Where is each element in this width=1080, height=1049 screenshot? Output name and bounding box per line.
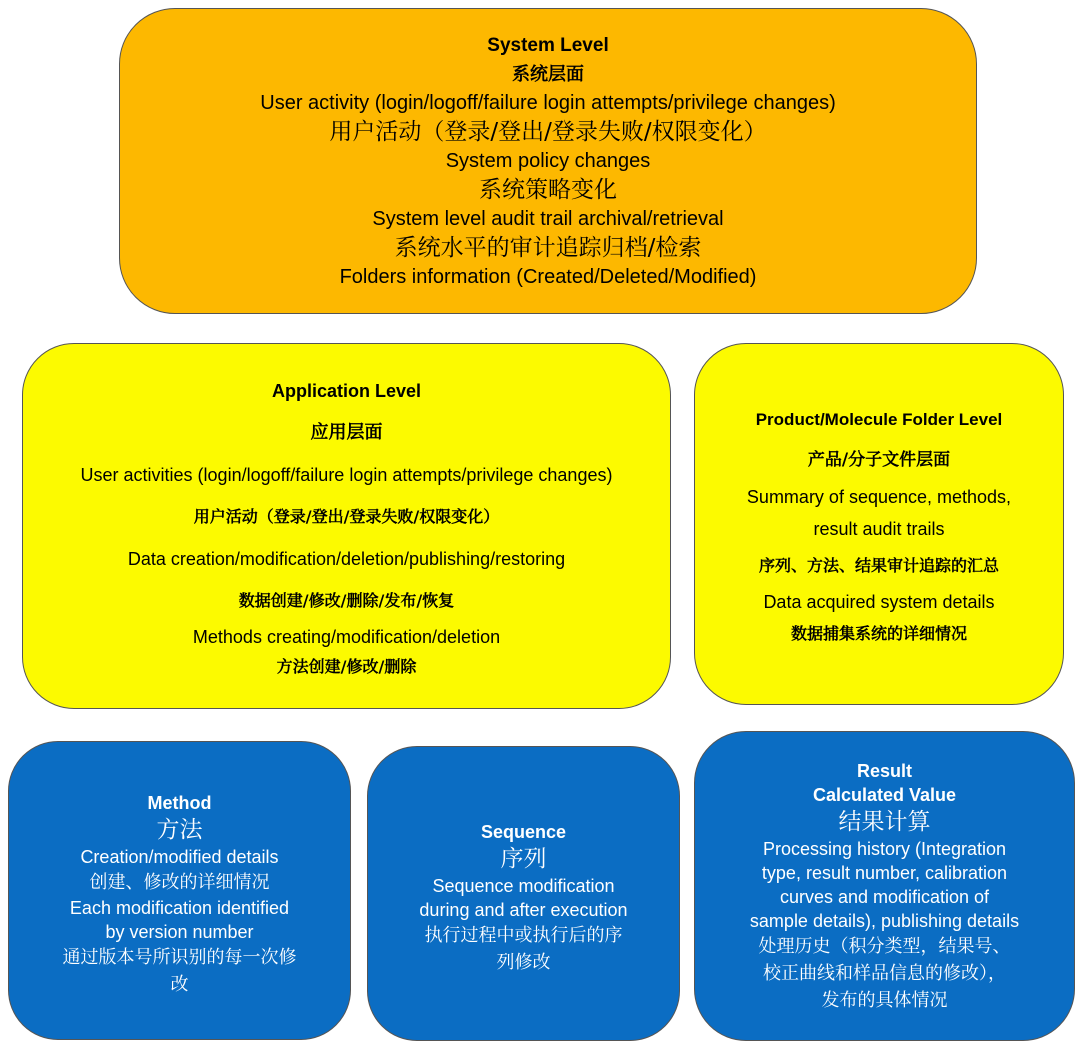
method-box (8, 741, 351, 1040)
result-box (694, 731, 1075, 1041)
sequence-content (419, 820, 627, 976)
system-level-item-zh: 用户活动（登录/登出/登录失败/权限变化） (329, 118, 767, 145)
result-item: curves and modification of (779, 886, 990, 907)
method-content (63, 791, 297, 998)
result-item-zh: 处理历史（积分类型，结果号、 (758, 935, 1011, 957)
method-item: by version number (105, 922, 254, 942)
method-title-zh: 方法 (156, 817, 203, 843)
product-folder-level-box (694, 343, 1064, 705)
result-title: Result (856, 760, 912, 781)
method-item: Each modification identified (69, 898, 290, 918)
system-level-item: User activity (login/logoff/failure login attempts/privilege changes) (260, 91, 836, 114)
sequence-item-zh: 执行过程中或执行后的序 (424, 924, 623, 946)
product-level-item-zh: 数据捕集系统的详细情况 (790, 623, 967, 643)
product-level-item: Summary of sequence, methods, (746, 486, 1012, 507)
system-level-item-zh: 系统策略变化 (479, 176, 617, 203)
result-title-zh: 结果计算 (838, 808, 931, 835)
sequence-title: Sequence (480, 821, 567, 842)
system-level-title: System Level (487, 34, 609, 56)
application-level-title: Application Level (271, 381, 422, 401)
result-item-zh: 发布的具体情况 (821, 989, 948, 1011)
method-item-zh: 通过版本号所识别的每一次修 (62, 947, 297, 968)
application-level-item-zh: 数据创建/修改/删除/发布/恢复 (238, 591, 455, 610)
result-item: Processing history (Integration (762, 838, 1007, 859)
sequence-item: Sequence modification (432, 875, 615, 896)
system-level-item: System level audit trail archival/retrieval (372, 207, 724, 230)
method-item: Creation/modified details (80, 847, 279, 867)
application-level-box (22, 343, 671, 709)
system-level-box (119, 8, 977, 314)
application-level-item-zh: 用户活动（登录/登出/登录失败/权限变化） (193, 507, 500, 526)
method-title: Method (147, 793, 212, 813)
product-level-item: result audit trails (813, 518, 945, 539)
application-level-title-zh: 应用层面 (310, 422, 383, 443)
result-item: type, result number, calibration (761, 862, 1008, 883)
method-item-zh: 创建、修改的详细情况 (89, 872, 270, 893)
result-item-zh: 校正曲线和样品信息的修改）， (763, 962, 1006, 984)
sequence-item-zh: 列修改 (496, 951, 551, 973)
application-level-item-zh: 方法创建/修改/删除 (276, 657, 417, 676)
product-level-item-zh: 序列、方法、结果审计追踪的汇总 (758, 555, 999, 575)
system-level-item: System policy changes (445, 149, 651, 172)
system-level-item-zh: 系统水平的审计追踪归档/检索 (394, 234, 702, 261)
result-subtitle: Calculated Value (812, 784, 957, 805)
result-item: sample details), publishing details (749, 910, 1020, 931)
sequence-item: during and after execution (419, 899, 628, 920)
sequence-title-zh: 序列 (500, 845, 547, 872)
application-level-item: Data creation/modification/deletion/publishing/restoring (127, 549, 566, 569)
method-item-zh: 改 (170, 974, 189, 995)
sequence-box (367, 746, 680, 1041)
application-level-item: Methods creating/modification/deletion (192, 627, 501, 647)
application-level-item: User activities (login/logoff/failure login attempts/privilege changes) (80, 465, 613, 485)
system-level-item: Folders information (Created/Deleted/Modified) (339, 265, 757, 288)
product-level-title-zh: 产品/分子文件层面 (807, 449, 951, 470)
system-level-title-zh: 系统层面 (512, 63, 584, 85)
product-level-item: Data acquired system details (763, 591, 995, 612)
product-level-title: Product/Molecule Folder Level (755, 409, 1003, 429)
